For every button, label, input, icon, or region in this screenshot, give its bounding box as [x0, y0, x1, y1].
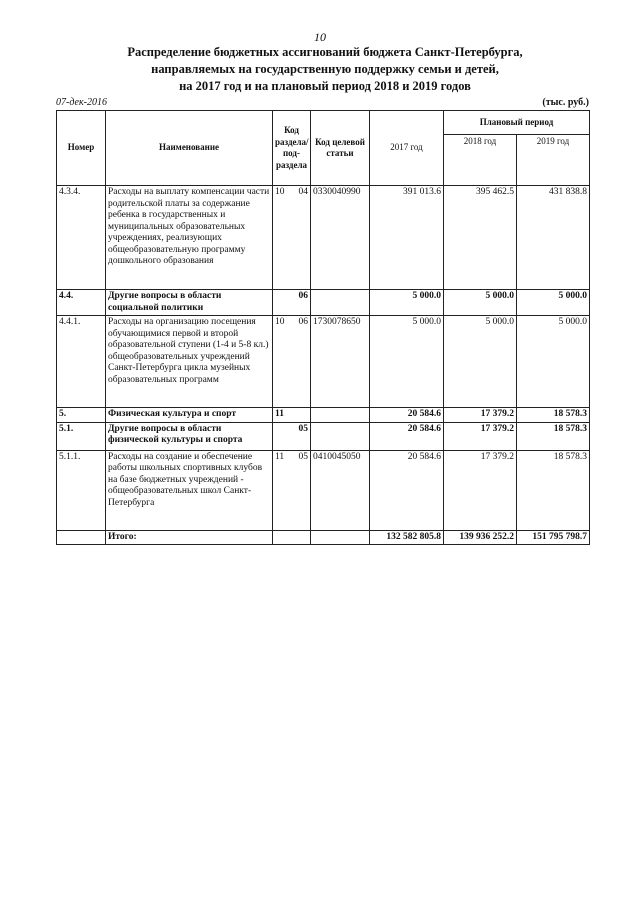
title-line-2: направляемых на государственную поддержку семьи и детей,: [151, 62, 499, 76]
row-name: Расходы на выплату компенсации части родительской платы за содержание ребенка в государственных и муниципальных образовательных учреждениях, реализующих общеобразовательную программу дошкольного образования: [106, 186, 273, 290]
row-number: 5.1.: [57, 422, 106, 450]
title-line-1: Распределение бюджетных ассигнований бюджета Санкт-Петербурга,: [127, 45, 523, 59]
total-number-cell: [57, 530, 106, 545]
row-2019: 431 838.8: [517, 186, 590, 290]
row-section: [273, 290, 311, 316]
row-number: 5.: [57, 408, 106, 423]
table-row: [57, 450, 590, 530]
total-section-cell: [273, 530, 311, 545]
row-name: Расходы на создание и обеспечение работы школьных спортивных клубов на базе бюджетных учреждений - общеобразовательных школ Санкт-Петербурга: [106, 450, 273, 530]
row-target: [311, 408, 370, 423]
row-2017: 20 584.6: [370, 408, 444, 423]
header-planned-period: Плановый период: [444, 111, 590, 135]
document-title: [60, 44, 590, 95]
podrazdel-code: 06: [298, 317, 308, 327]
row-2018: 17 379.2: [444, 408, 517, 423]
table-row: [57, 422, 590, 450]
row-2019: 18 578.3: [517, 450, 590, 530]
document-date: 07-дек-2016: [56, 97, 107, 108]
row-target: [311, 422, 370, 450]
row-2017: 5 000.0: [370, 316, 444, 408]
razdel-code: 11: [275, 451, 285, 462]
header-2017: 2017 год: [370, 111, 444, 186]
row-name: Другие вопросы в области физической культуры и спорта: [106, 422, 273, 450]
table-row: [57, 186, 590, 290]
razdel-code: 10: [275, 187, 285, 197]
budget-table: [56, 110, 590, 545]
row-2017: 20 584.6: [370, 450, 444, 530]
row-target: 0330040990: [311, 186, 370, 290]
row-2017: 20 584.6: [370, 422, 444, 450]
row-section: [273, 408, 311, 423]
table-row: [57, 408, 590, 423]
row-2018: 5 000.0: [444, 316, 517, 408]
row-2019: 18 578.3: [517, 422, 590, 450]
podrazdel-code: 05: [298, 451, 308, 462]
row-2019: 5 000.0: [517, 290, 590, 316]
row-target: 0410045050: [311, 450, 370, 530]
total-2018: 139 936 252.2: [444, 530, 517, 545]
podrazdel-code: 05: [298, 423, 308, 434]
row-number: 4.3.4.: [57, 186, 106, 290]
row-section: [273, 186, 311, 290]
header-2018: 2018 год: [444, 135, 517, 186]
razdel-code: 11: [275, 409, 284, 419]
row-name: Физическая культура и спорт: [106, 408, 273, 423]
total-row: [57, 530, 590, 545]
row-2018: 5 000.0: [444, 290, 517, 316]
row-section: [273, 422, 311, 450]
row-2018: 395 462.5: [444, 186, 517, 290]
row-section: [273, 316, 311, 408]
total-target-cell: [311, 530, 370, 545]
page-number: 10: [314, 30, 326, 44]
row-name: Расходы на организацию посещения обучающимися первой и второй образовательной ступени (1-4 и 5-8 кл.) общеобразовательных учреждений Санкт-Петербурга цикла музейных образовательных программ: [106, 316, 273, 408]
header-name: Наименование: [106, 111, 273, 186]
title-line-3: на 2017 год и на плановый период 2018 и 2019 годов: [179, 79, 471, 93]
row-2019: 18 578.3: [517, 408, 590, 423]
row-number: 4.4.: [57, 290, 106, 316]
header-number: Номер: [57, 111, 106, 186]
row-target: [311, 290, 370, 316]
table-row: [57, 316, 590, 408]
row-name: Другие вопросы в области социальной политики: [106, 290, 273, 316]
row-number: 5.1.1.: [57, 450, 106, 530]
table-meta: [56, 97, 589, 108]
podrazdel-code: 04: [298, 187, 308, 197]
podrazdel-code: 06: [298, 291, 308, 301]
row-2017: 5 000.0: [370, 290, 444, 316]
header-section: Код раздела/ под-раздела: [273, 111, 311, 186]
total-label: Итого:: [106, 530, 273, 545]
header-2019: 2019 год: [517, 135, 590, 186]
header-target: Код целевой статьи: [311, 111, 370, 186]
row-2019: 5 000.0: [517, 316, 590, 408]
total-2017: 132 582 805.8: [370, 530, 444, 545]
row-section: [273, 450, 311, 530]
units-label: (тыс. руб.): [542, 97, 589, 108]
row-2018: 17 379.2: [444, 422, 517, 450]
row-number: 4.4.1.: [57, 316, 106, 408]
row-2017: 391 013.6: [370, 186, 444, 290]
total-2019: 151 795 798.7: [517, 530, 590, 545]
row-target: 1730078650: [311, 316, 370, 408]
razdel-code: 10: [275, 317, 285, 327]
row-2018: 17 379.2: [444, 450, 517, 530]
table-row: [57, 290, 590, 316]
